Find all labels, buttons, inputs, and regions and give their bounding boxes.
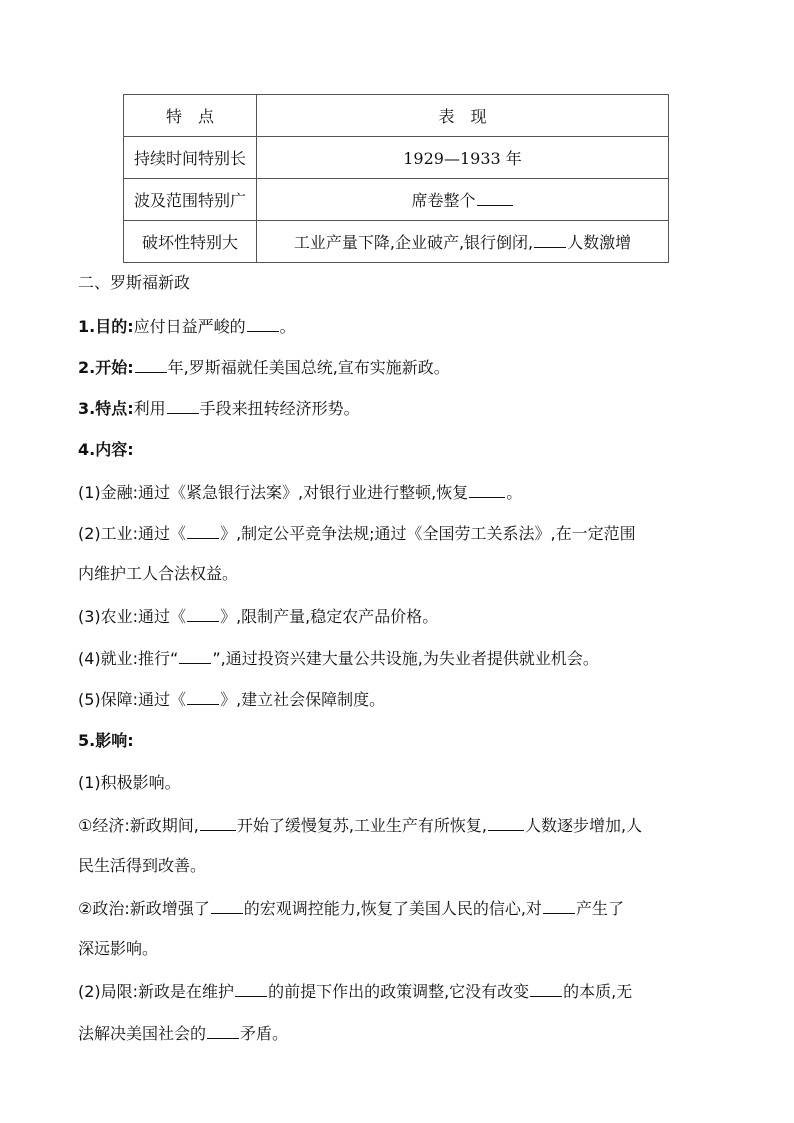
item-text: 》,建立社会保障制度。 <box>220 690 386 709</box>
row-text: 工业产量下降,企业破产,银行倒闭, <box>293 233 534 252</box>
table-header-row <box>124 95 669 137</box>
item-text: 矛盾。 <box>240 1024 289 1043</box>
crisis-features-table <box>123 94 669 263</box>
table-row <box>124 179 669 221</box>
item-text: 。 <box>506 483 523 502</box>
impact-economy <box>78 815 642 836</box>
row-manifestation <box>257 179 669 221</box>
fill-blank[interactable] <box>187 523 219 539</box>
fill-blank[interactable] <box>235 981 267 997</box>
row-manifestation <box>257 221 669 263</box>
item-text: 。 <box>279 317 296 336</box>
item-label: 5.影响: <box>78 731 134 750</box>
row-feature: 破坏性特别大 <box>124 221 257 263</box>
item-text: 法解决美国社会的 <box>78 1024 207 1043</box>
item-label: 4.内容: <box>78 440 134 459</box>
item-text: (3)农业:通过《 <box>78 607 187 626</box>
fill-blank[interactable] <box>488 815 524 831</box>
item-start <box>78 357 450 378</box>
impact-limitation-cont <box>78 1023 288 1044</box>
item-label: 2.开始: <box>78 358 134 377</box>
item-text: 开始了缓慢复苏,工业生产有所恢复, <box>236 816 488 835</box>
row-feature: 波及范围特别广 <box>124 179 257 221</box>
fill-blank[interactable] <box>477 190 513 206</box>
item-text: 》,制定公平竞争法规;通过《全国劳工关系法》,在一定范围 <box>220 524 636 543</box>
row-text: 1929—1933 年 <box>403 149 522 168</box>
item-text: 的本质,无 <box>563 982 633 1001</box>
impact-politics <box>78 898 624 919</box>
fill-blank[interactable] <box>187 606 219 622</box>
table-row <box>124 221 669 263</box>
fill-blank[interactable] <box>469 482 505 498</box>
fill-blank[interactable] <box>247 316 279 332</box>
item-text: (2)局限:新政是在维护 <box>78 982 235 1001</box>
row-text: 席卷整个 <box>411 191 476 210</box>
item-text: 》,限制产量,稳定农产品价格。 <box>220 607 439 626</box>
row-feature: 持续时间特别长 <box>124 137 257 179</box>
fill-blank[interactable] <box>207 1023 239 1039</box>
fill-blank[interactable] <box>211 898 243 914</box>
impact-positive: (1)积极影响。 <box>78 773 181 792</box>
item-text: 的前提下作出的政策调整,它没有改变 <box>268 982 530 1001</box>
item-text: 年,罗斯福就任美国总统,宣布实施新政。 <box>167 358 450 377</box>
item-label: 3.特点: <box>78 399 134 418</box>
table-row <box>124 137 669 179</box>
item-text: ①经济:新政期间, <box>78 816 199 835</box>
item-text: 利用 <box>133 399 166 418</box>
item-text: (5)保障:通过《 <box>78 690 187 709</box>
content-industry <box>78 523 636 544</box>
fill-blank[interactable] <box>200 815 236 831</box>
fill-blank[interactable] <box>530 981 562 997</box>
content-finance <box>78 482 522 503</box>
item-text: 手段来扭转经济形势。 <box>199 399 360 418</box>
fill-blank[interactable] <box>543 898 575 914</box>
item-text: ”,通过投资兴建大量公共设施,为失业者提供就业机会。 <box>212 649 599 668</box>
fill-blank[interactable] <box>167 398 199 414</box>
item-text: (1)金融:通过《紧急银行法案》,对银行业进行整顿,恢复 <box>78 483 469 502</box>
impact-politics-cont: 深远影响。 <box>78 939 159 958</box>
row-text: 人数激增 <box>567 233 632 252</box>
item-text: 应付日益严峻的 <box>133 317 246 336</box>
item-text: (2)工业:通过《 <box>78 524 187 543</box>
item-text: ②政治:新政增强了 <box>78 899 210 918</box>
header-feature: 特 点 <box>124 95 257 137</box>
item-label: 1.目的: <box>78 317 134 336</box>
item-content-label <box>78 440 134 460</box>
fill-blank[interactable] <box>187 689 219 705</box>
item-impact-label <box>78 731 134 751</box>
fill-blank[interactable] <box>135 357 167 373</box>
item-text: 人数逐步增加,人 <box>525 816 643 835</box>
header-manifestation: 表 现 <box>257 95 669 137</box>
impact-limitation <box>78 981 632 1002</box>
item-text: 产生了 <box>575 899 624 918</box>
item-text: (4)就业:推行“ <box>78 649 179 668</box>
fill-blank[interactable] <box>534 232 566 248</box>
fill-blank[interactable] <box>179 648 211 664</box>
content-industry-cont: 内维护工人合法权益。 <box>78 564 239 583</box>
content-employment <box>78 648 599 669</box>
row-manifestation <box>257 137 669 179</box>
content-agriculture <box>78 606 438 627</box>
impact-economy-cont: 民生活得到改善。 <box>78 856 207 875</box>
item-feature <box>78 398 360 419</box>
item-purpose <box>78 316 296 337</box>
section-title: 二、罗斯福新政 <box>78 273 191 292</box>
item-text: 的宏观调控能力,恢复了美国人民的信心,对 <box>243 899 542 918</box>
content-security <box>78 689 385 710</box>
